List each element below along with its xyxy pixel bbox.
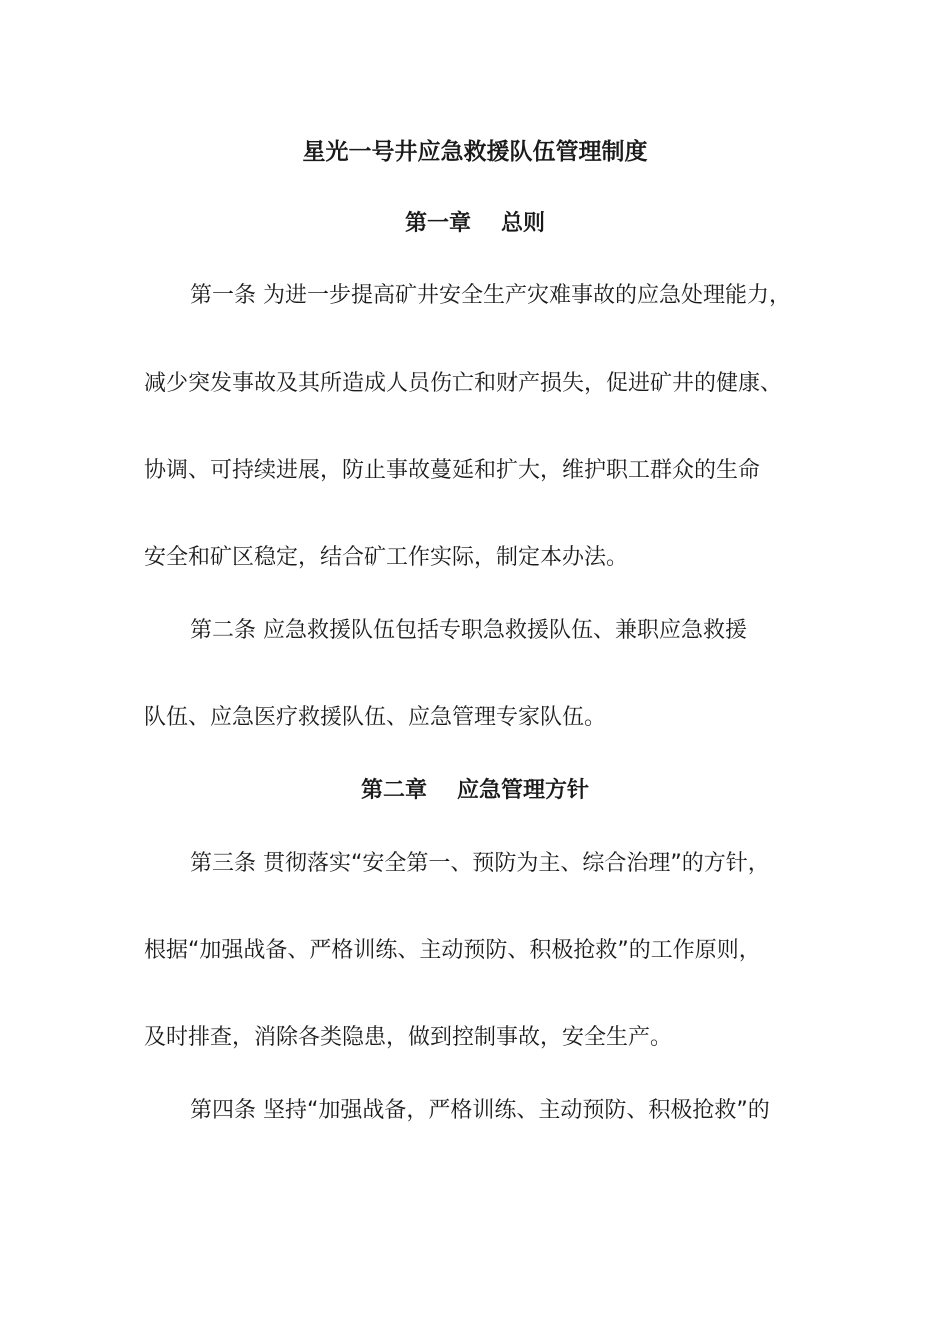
- article-1-line-4: 安全和矿区稳定，结合矿工作实际，制定本办法。: [144, 545, 629, 570]
- article-2-line-1: 第二条 应急救援队伍包括专职急救援队伍、兼职应急救援: [190, 618, 747, 643]
- article-2-line-2: 队伍、应急医疗救援队伍、应急管理专家队伍。: [144, 705, 607, 730]
- chapter-name: 应急管理方针: [457, 778, 590, 803]
- chapter-number: 第一章: [404, 211, 471, 236]
- article-3-line-3: 及时排查，消除各类隐患，做到控制事故，安全生产。: [144, 1025, 673, 1050]
- article-1-line-2: 减少突发事故及其所造成人员伤亡和财产损失，促进矿井的健康、: [144, 371, 783, 396]
- article-1-line-3: 协调、可持续进展，防止事故蔓延和扩大，维护职工群众的生命: [144, 458, 761, 483]
- article-3-line-2: 根据“加强战备、严格训练、主动预防、积极抢救”的工作原则，: [144, 938, 761, 963]
- article-1-line-1: 第一条 为进一步提高矿井安全生产灾难事故的应急处理能力，: [190, 283, 791, 308]
- article-4-line-1: 第四条 坚持“加强战备，严格训练、主动预防、积极抢救”的: [190, 1098, 770, 1123]
- article-3-line-1: 第三条 贯彻落实“安全第一、预防为主、综合治理”的方针，: [190, 851, 770, 876]
- document-title: 星光一号井应急救援队伍管理制度: [302, 139, 648, 165]
- chapter-heading-2: [0, 774, 950, 808]
- chapter-name: 总则: [501, 211, 546, 236]
- chapter-number: 第二章: [360, 778, 427, 803]
- chapter-heading-1: [0, 207, 950, 241]
